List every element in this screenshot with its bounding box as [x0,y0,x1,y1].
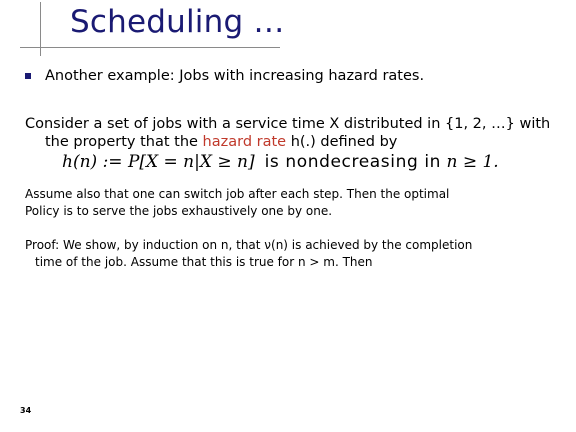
consider-line-1: Consider a set of jobs with a service time X distributed in {1, 2, …} with [25,116,551,132]
consider-line-2 [25,133,565,151]
consider-paragraph [25,115,565,151]
bullet-item [25,68,424,84]
formula-tail: n ≥ 1. [446,152,499,172]
formula-math: h(n) := P[X = n|X ≥ n] [62,152,255,172]
consider-line-2-post: h(.) defined by [286,134,398,150]
assume-line-2: Policy is to serve the jobs exhaustively one by one. [25,204,333,218]
slide-title: Scheduling … [70,4,285,40]
hazard-rate-formula [62,152,499,172]
hazard-rate-highlight: hazard rate [202,134,287,150]
proof-paragraph [25,237,555,271]
square-bullet-icon [25,73,31,79]
page-number: 34 [20,406,32,415]
assume-paragraph [25,186,555,220]
decorative-horizontal-line [20,47,280,48]
proof-line-2: time of the job. Assume that this is true for n > m. Then [35,255,373,269]
bullet-text: Another example: Jobs with increasing hazard rates. [45,68,425,84]
proof-line-1: Proof: We show, by induction on n, that ν(n) is achieved by the completion [25,238,473,252]
consider-line-2-pre: the property that the [45,134,203,150]
formula-text: is nondecreasing in [264,152,442,172]
assume-line-1: Assume also that one can switch job after each step. Then the optimal [25,187,450,201]
